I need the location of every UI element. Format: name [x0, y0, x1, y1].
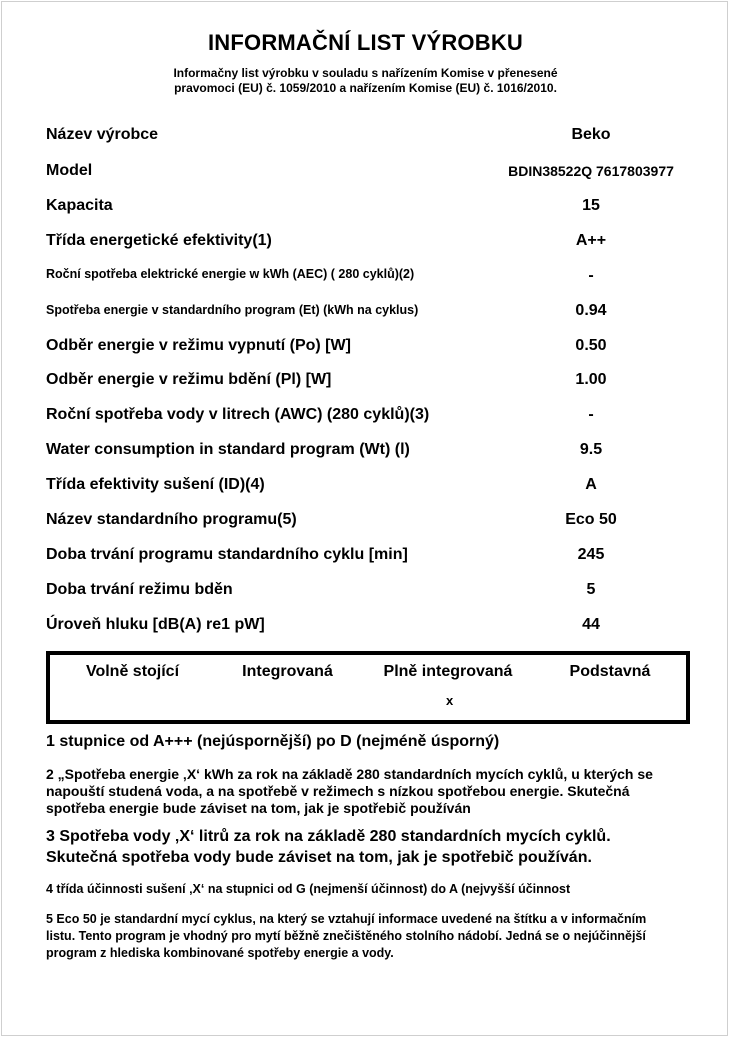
installation-selected-mark: x	[446, 693, 454, 708]
subtitle-line-1: Informačny list výrobku v souladu s nařízením Komise v přenesené	[173, 66, 558, 80]
spec-value: BDIN38522Q 7617803977	[508, 163, 674, 179]
document-subtitle	[0, 66, 731, 96]
footnote-2: 2 „Spotřeba energie ‚X‘ kWh za rok na základě 280 standardních mycích cyklů, u kterých se napouští studená voda, a na spotřebě v režimech s nízkou spotřebou energie. Skutečná spotřeba energie bude záviset na tom, jak je spotřebič používán	[46, 766, 653, 816]
spec-value: 44	[582, 616, 600, 633]
spec-label: Roční spotřeba vody v litrech (AWC) (280 cyklů)(3)	[46, 406, 430, 423]
installation-option-freestanding: Volně stojící	[85, 663, 180, 680]
spec-label: Model	[46, 162, 93, 179]
footnote-5: 5 Eco 50 je standardní mycí cyklus, na který se vztahují informace uvedené na štítku a v informačním listu. Tento program je vhodný pro mytí běžně znečištěného stolního nádobí. Jedná se o nejúčinnější program z hlediska kombinované spotřeby energie a vody.	[46, 912, 647, 960]
spec-value: 5	[586, 581, 596, 598]
spec-value: 245	[577, 546, 605, 563]
spec-value: -	[588, 406, 594, 423]
spec-label: Odběr energie v režimu bdění (Pl) [W]	[46, 371, 332, 388]
spec-label: Třída efektivity sušení (ID)(4)	[46, 476, 265, 493]
footnote-1: 1 stupnice od A+++ (nejúspornější) po D (nejméně úsporný)	[46, 733, 500, 750]
spec-label: Doba trvání programu standardního cyklu [min]	[46, 546, 408, 563]
spec-value: A	[585, 476, 597, 493]
spec-value: A++	[575, 232, 607, 249]
spec-label: Roční spotřeba elektrické energie w kWh (AEC) ( 280 cyklů)(2)	[46, 267, 415, 281]
spec-value: Eco 50	[565, 511, 617, 528]
document-title: INFORMAČNÍ LIST VÝROBKU	[207, 30, 524, 55]
spec-label: Doba trvání režimu bděn	[46, 581, 233, 598]
spec-label: Water consumption in standard program (Wt) (l)	[46, 441, 410, 458]
spec-label: Úroveň hluku [dB(A) re1 pW]	[46, 616, 265, 633]
installation-option-integrated: Integrovaná	[242, 663, 333, 680]
installation-option-fully-integrated: Plně integrovaná	[383, 663, 513, 680]
footnote-3: 3 Spotřeba vody ‚X‘ litrů za rok na základě 280 standardních mycích cyklů. Skutečná spotřeba vody bude záviset na tom, jak je spotřebič používán.	[46, 828, 611, 866]
installation-option-built-under: Podstavná	[569, 663, 651, 680]
spec-value: 0.94	[575, 302, 607, 319]
subtitle-line-2: pravomoci (EU) č. 1059/2010 a nařízením Komise (EU) č. 1016/2010.	[174, 81, 557, 95]
spec-value: 0.50	[575, 337, 607, 354]
spec-label: Odběr energie v režimu vypnutí (Po) [W]	[46, 337, 351, 354]
spec-label: Název výrobce	[46, 126, 159, 143]
spec-value: 1.00	[575, 371, 607, 388]
spec-label: Spotřeba energie v standardního program (Et) (kWh na cyklus)	[46, 303, 419, 317]
spec-value: -	[588, 267, 594, 284]
installation-type-box	[46, 651, 690, 724]
spec-value: Beko	[571, 126, 611, 143]
footnote-4: 4 třída účinnosti sušení ‚X‘ na stupnici od G (nejmenší účinnost) do A (nejvyšší účinnost	[46, 882, 571, 896]
spec-label: Název standardního programu(5)	[46, 511, 297, 528]
spec-value: 9.5	[579, 441, 603, 458]
spec-label: Kapacita	[46, 197, 113, 214]
spec-label: Třída energetické efektivity(1)	[46, 232, 272, 249]
spec-value: 15	[582, 197, 600, 214]
